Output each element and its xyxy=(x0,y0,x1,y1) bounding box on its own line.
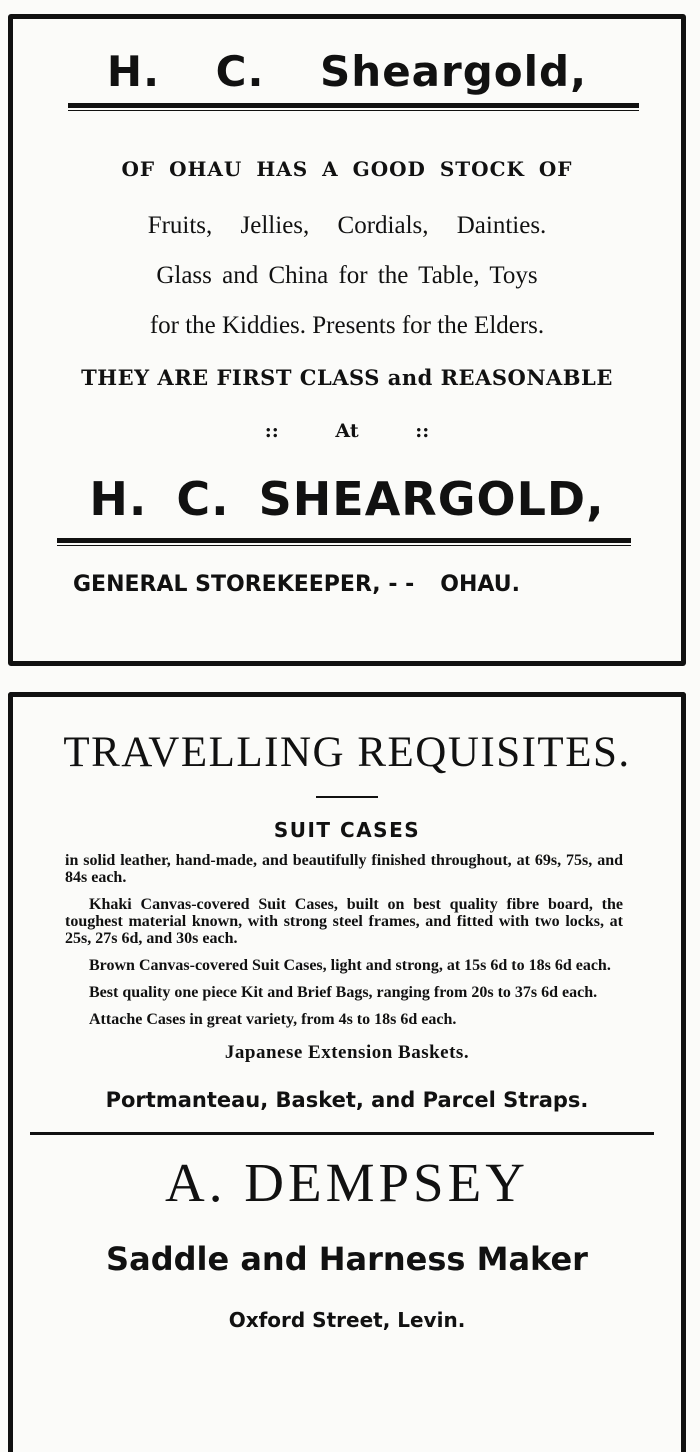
japanese-baskets: Japanese Extension Baskets. xyxy=(224,1042,470,1063)
occupation: GENERAL STOREKEEPER, - - xyxy=(73,572,415,597)
straps-line: Portmanteau, Basket, and Parcel Straps. xyxy=(105,1088,589,1112)
paragraph: Best quality one piece Kit and Brief Bags, ranging from 20s to 37s 6d each. xyxy=(89,984,598,1001)
header-name: H. C. Sheargold, xyxy=(106,47,588,96)
quality-statement: THEY ARE FIRST CLASS and REASONABLE xyxy=(81,365,613,390)
trade-line: Saddle and Harness Maker xyxy=(106,1240,588,1278)
double-rule xyxy=(57,538,631,546)
ad-title: TRAVELLING REQUISITES. xyxy=(63,729,631,776)
sheargold-advertisement xyxy=(8,14,686,666)
travelling-requisites-advertisement xyxy=(8,692,686,1452)
stock-list xyxy=(13,201,681,351)
paragraph: Brown Canvas-covered Suit Cases, light and strong, at 15s 6d to 18s 6d each. xyxy=(89,957,611,974)
divider-rule xyxy=(30,1132,654,1135)
store-name: H. C. SHEARGOLD, xyxy=(89,472,605,526)
at-line: :: At :: xyxy=(264,420,430,442)
short-rule xyxy=(316,796,378,798)
stock-line: Fruits, Jellies, Cordials, Dainties. xyxy=(147,212,547,239)
stock-line: Glass and China for the Table, Toys xyxy=(156,262,538,289)
maker-name: A. DEMPSEY xyxy=(165,1152,529,1213)
double-rule xyxy=(68,103,639,111)
address-line: Oxford Street, Levin. xyxy=(228,1308,466,1332)
stock-line: for the Kiddies. Presents for the Elders. xyxy=(149,312,545,339)
tagline: OF OHAU HAS A GOOD STOCK OF xyxy=(121,157,573,181)
product-descriptions xyxy=(65,852,623,1028)
paragraph: Khaki Canvas-covered Suit Cases, built on best quality fibre board, the toughest material known, with strong steel frames, and fitted with two locks, at 25s, 27s 6d, and 30s each. xyxy=(65,896,623,947)
section-heading: SUIT CASES xyxy=(273,818,421,842)
paragraph: Attache Cases in great variety, from 4s to 18s 6d each. xyxy=(89,1011,457,1028)
town: OHAU. xyxy=(440,572,520,597)
paragraph: in solid leather, hand-made, and beautifully finished throughout, at 69s, 75s, and 84s each. xyxy=(65,852,623,886)
storekeeper-line xyxy=(13,572,681,597)
